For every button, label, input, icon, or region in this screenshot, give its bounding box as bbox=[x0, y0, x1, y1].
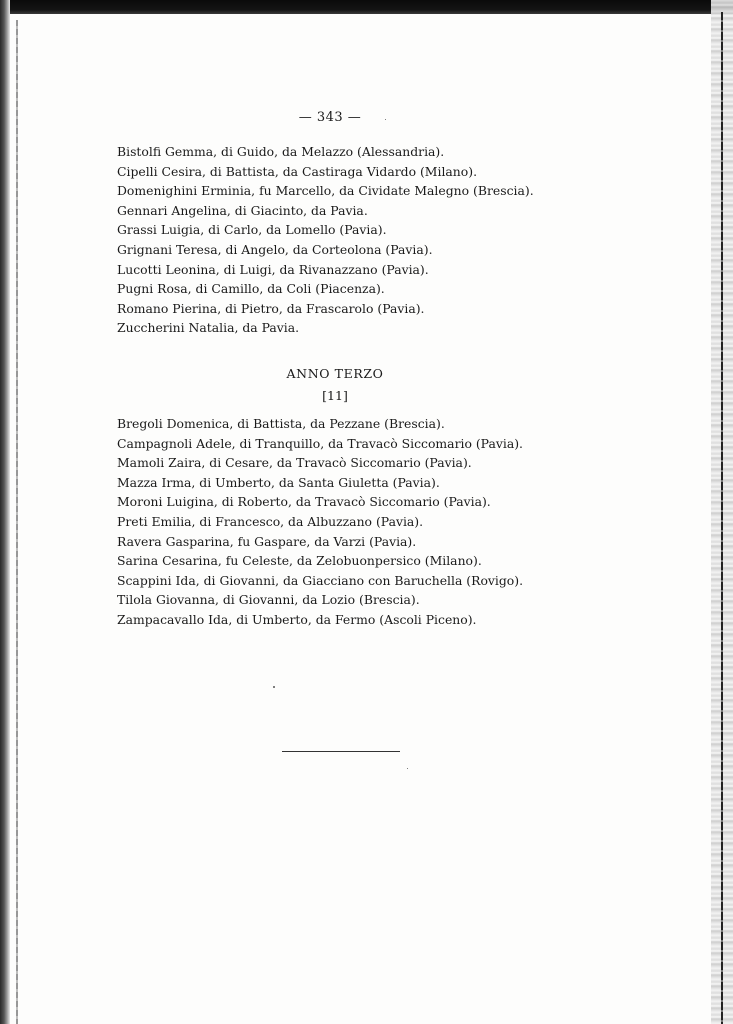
page-right-edge bbox=[721, 12, 723, 1024]
list-item: Scappini Ida, di Giovanni, da Giacciano con Baruchella (Rovigo). bbox=[117, 572, 524, 588]
list-item: Lucotti Leonina, di Luigi, da Rivanazzano (Pavia). bbox=[117, 261, 429, 277]
list-item: Mamoli Zaira, di Cesare, da Travacò Siccomario (Pavia). bbox=[117, 455, 472, 471]
scan-speck bbox=[407, 768, 408, 769]
scan-top-border bbox=[0, 0, 733, 14]
list-item: Grassi Luigia, di Carlo, da Lomello (Pavia). bbox=[117, 222, 387, 238]
page-binding-edge bbox=[16, 20, 18, 1024]
list-item: Sarina Cesarina, fu Celeste, da Zelobuonpersico (Milano). bbox=[117, 553, 482, 569]
list-item: Zuccherini Natalia, da Pavia. bbox=[117, 320, 300, 336]
student-list-first bbox=[117, 142, 534, 338]
scan-left-border bbox=[0, 0, 10, 1024]
list-item: Campagnoli Adele, di Tranquillo, da Travacò Siccomario (Pavia). bbox=[117, 435, 523, 451]
list-item: Bregoli Domenica, di Battista, da Pezzane (Brescia). bbox=[117, 416, 445, 431]
list-item: Mazza Irma, di Umberto, da Santa Giuletta (Pavia). bbox=[117, 474, 440, 490]
list-item: Ravera Gasparina, fu Gaspare, da Varzi (Pavia). bbox=[117, 533, 417, 549]
list-item: Pugni Rosa, di Camillo, da Coli (Piacenza). bbox=[117, 281, 385, 297]
section-heading: ANNO TERZO bbox=[286, 366, 384, 381]
student-list-second bbox=[117, 414, 523, 630]
list-item: Zampacavallo Ida, di Umberto, da Fermo (Ascoli Piceno). bbox=[117, 611, 477, 627]
list-item: Gennari Angelina, di Giacinto, da Pavia. bbox=[117, 202, 368, 218]
page-number: — 343 — bbox=[298, 110, 362, 125]
list-item: Moroni Luigina, di Roberto, da Travacò Siccomario (Pavia). bbox=[117, 494, 491, 510]
scan-speck bbox=[273, 686, 275, 688]
list-item: Cipelli Cesira, di Battista, da Castiraga Vidardo (Milano). bbox=[117, 163, 478, 179]
list-item: Grignani Teresa, di Angelo, da Corteolona (Pavia). bbox=[117, 241, 433, 257]
list-item: Tilola Giovanna, di Giovanni, da Lozio (Brescia). bbox=[117, 592, 420, 608]
closing-rule bbox=[282, 751, 400, 752]
section-count: [11] bbox=[322, 388, 348, 403]
scan-speck bbox=[385, 119, 386, 120]
list-item: Preti Emilia, di Francesco, da Albuzzano (Pavia). bbox=[117, 513, 424, 529]
list-item: Bistolfi Gemma, di Guido, da Melazzo (Alessandria). bbox=[117, 144, 445, 159]
list-item: Domenighini Erminia, fu Marcello, da Cividate Malegno (Brescia). bbox=[117, 183, 534, 199]
list-item: Romano Pierina, di Pietro, da Frascarolo (Pavia). bbox=[117, 300, 425, 316]
